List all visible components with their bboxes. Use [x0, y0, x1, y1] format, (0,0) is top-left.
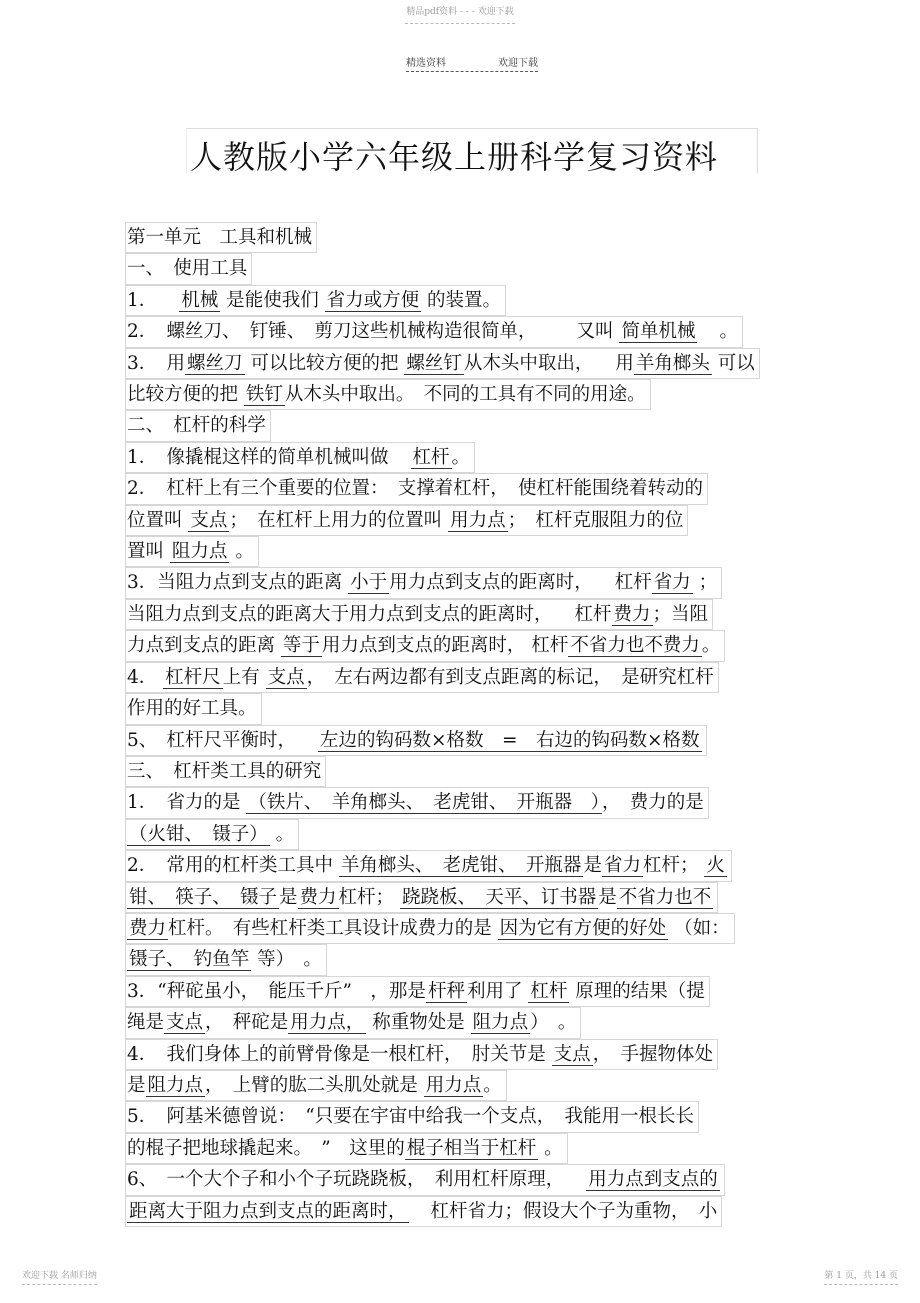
paragraph-2-5: [126, 725, 820, 756]
paragraph-box: [125, 787, 709, 818]
answer-blank: 距离大于阻力点到支点的距离时，: [129, 1200, 407, 1222]
text: 绳是: [127, 1012, 165, 1034]
page-title: 人教版小学六年级上册科学复习资料: [190, 138, 719, 176]
section-heading-1: [126, 253, 820, 284]
watermark-top: [0, 4, 920, 27]
answer-blank: 费力: [129, 917, 167, 939]
text: 。: [719, 321, 738, 343]
answer-blank: （火钳、 镊子）: [129, 823, 268, 845]
answer-blank: 钳、 筷子、 镊子: [129, 886, 278, 908]
text: 当阻力点到支点的距离大于用力点到支点的距离时，: [127, 603, 553, 625]
answer-blank: 阻力点: [147, 1074, 204, 1096]
text: 杠杆: [614, 572, 652, 594]
text: 位置叫: [127, 509, 183, 531]
answer-blank: 螺丝钉: [406, 352, 462, 374]
text: 作用的好工具。: [125, 693, 262, 724]
text: 比较方便的把: [127, 384, 239, 406]
answer-blank: 跷跷板、 天平、订书器: [401, 886, 597, 908]
section-heading-3: [126, 756, 820, 787]
paragraph-box: [125, 1133, 568, 1164]
text: 杠杆。 有些杠杆类工具设计成费力的是: [168, 917, 492, 939]
text: 1． 省力的是: [127, 792, 241, 814]
footer-left: [22, 1268, 97, 1285]
answer-blank: 火: [706, 855, 725, 877]
text: ， 手握物体处: [592, 1043, 713, 1065]
paragraph-box: [125, 285, 506, 316]
text: 杠杆: [574, 603, 612, 625]
answer-blank: 棍子相当于杠杆: [406, 1137, 537, 1159]
paragraph-2-1: [126, 442, 820, 473]
text: 。: [483, 1074, 502, 1096]
answer-blank: 不省力也不: [618, 886, 712, 908]
watermark-divider: [405, 23, 515, 24]
text: 2． 杠杆上有三个重要的位置： 支撑着杠杆， 使杠杆能围绕着转动的: [125, 473, 708, 504]
text: 上有: [222, 666, 260, 688]
answer-blank: 杠杆: [530, 980, 568, 1002]
text: ； 在杠杆上用力的位置叫: [229, 509, 443, 531]
answer-blank: 阻力点: [171, 541, 228, 563]
text: 从木头中取出。 不同的工具有不同的用途。: [284, 384, 646, 406]
paragraph-3-3: [126, 976, 820, 1039]
answer-blank: 杆秤: [427, 980, 465, 1002]
answer-blank: 阻力点: [472, 1012, 529, 1034]
paragraph-box: [125, 725, 707, 756]
answer-blank: 用力点到支点的: [588, 1169, 718, 1191]
text: ， 秤砣是: [205, 1012, 289, 1034]
answer-blank: 支点: [553, 1043, 591, 1065]
paragraph-box: [125, 1196, 722, 1227]
paragraph-box: [125, 1164, 725, 1195]
paragraph-box: [125, 348, 760, 379]
answer-blank: 不省力也不费力: [570, 635, 700, 657]
paragraph-2-2: [126, 473, 820, 567]
text: 。: [235, 541, 254, 563]
answer-blank: 用力点: [425, 1074, 482, 1096]
paragraph-box: [125, 536, 259, 567]
text: 力点到支点的距离: [127, 635, 276, 657]
text: 。: [451, 446, 471, 468]
text: 。: [544, 1137, 563, 1159]
paragraph-box: [125, 567, 722, 598]
paragraph-box: [125, 850, 732, 881]
text: 3．当阻力点到支点的距离: [127, 572, 343, 594]
text: 是能使我们: [226, 289, 319, 311]
answer-blank: 镊子、 钓鱼竿: [129, 949, 250, 971]
answer-blank: 机械: [181, 289, 219, 311]
text: 又叫: [576, 321, 614, 343]
answer-blank: 省力: [653, 572, 691, 594]
footer-divider: [22, 1284, 97, 1285]
text: 6、 一个大个子和小个子玩跷跷板， 利用杠杆原理，: [127, 1169, 565, 1191]
answer-blank: （铁片、 羊角榔头、 老虎钳、 开瓶器 ）: [248, 792, 600, 814]
answer-blank: 费力: [613, 603, 651, 625]
text: 可以比较方便的把: [250, 352, 399, 374]
answer-blank: 用力点: [450, 509, 506, 531]
header-left-text: 精选资料: [406, 58, 446, 69]
paragraph-3-6: [126, 1164, 820, 1227]
text: 置叫: [127, 541, 165, 563]
page-number: 第 1 页，共 14 页: [824, 1271, 898, 1281]
header-right-text: 欢迎下载: [498, 58, 538, 69]
paragraph-3-4: [126, 1039, 820, 1102]
paragraph-box: [125, 316, 743, 347]
text: 称重物处是: [372, 1012, 465, 1034]
paragraph-1-3: [126, 348, 820, 411]
text: 从木头中取出，: [463, 352, 594, 374]
text: 4． 我们身体上的前臂骨像是一根杠杆， 肘关节是: [127, 1043, 546, 1065]
paragraph-3-1: [126, 787, 820, 850]
text: 2． 常用的杠杆类工具中: [127, 855, 334, 877]
answer-blank: 螺丝刀: [187, 352, 243, 374]
answer-blank: 左边的钩码数×格数 = 右边的钩码数×格数: [320, 729, 700, 751]
paragraph-box: [125, 1039, 718, 1070]
document-body: [126, 222, 820, 1227]
paragraph-box: [125, 662, 719, 693]
answer-blank: 支点: [190, 509, 228, 531]
answer-blank: 用力点，: [290, 1012, 365, 1034]
text: 1． 像撬棍这样的简单机械叫做: [127, 446, 389, 468]
answer-blank: 省力或方便: [326, 289, 420, 311]
text: 杠杆；: [338, 886, 395, 908]
paragraph-box: [125, 442, 475, 473]
paragraph-3-5: [126, 1101, 820, 1164]
text: 。: [701, 635, 721, 657]
section-heading-2-text: 二、 杠杆的科学: [125, 410, 271, 441]
answer-blank: 费力: [299, 886, 337, 908]
text: 3．“秤砣虽小， 能压千斤” ，那是: [127, 980, 426, 1002]
paragraph-3-2: [126, 850, 820, 976]
text: ；当阻: [652, 603, 709, 625]
answer-blank: 省力: [603, 855, 641, 877]
answer-blank: 简单机械: [621, 321, 696, 343]
answer-blank: 杠杆: [412, 446, 450, 468]
paragraph-box: [125, 505, 688, 536]
footer-right: [824, 1268, 898, 1285]
footer-divider: [824, 1284, 898, 1285]
text: 的棍子把地球撬起来。 ” 这里的: [127, 1137, 405, 1159]
answer-blank: 因为它有方便的好处: [499, 917, 667, 939]
text: 5、 杠杆尺平衡时，: [127, 729, 297, 751]
unit-heading: [126, 222, 820, 253]
text: 。: [275, 823, 295, 845]
text: ， 上臂的肱二头肌处就是: [205, 1074, 418, 1096]
answer-blank: 羊角榔头、 老虎钳、 开瓶器: [340, 855, 582, 877]
text: 是: [598, 886, 617, 908]
answer-blank: 支点: [166, 1012, 204, 1034]
answer-blank: 等于: [282, 635, 320, 657]
section-heading-1-text: 一、 使用工具: [125, 253, 252, 284]
watermark-top-text: 精品pdf资料 - - - 欢迎下载: [406, 7, 514, 17]
answer-blank: 羊角榔头: [635, 352, 710, 374]
text: ， 费力的是: [601, 792, 704, 814]
text: 杠杆: [531, 635, 569, 657]
answer-blank: 铁钉: [245, 384, 283, 406]
paragraph-box: [125, 599, 713, 630]
paragraph-box: [125, 882, 718, 913]
answer-blank: 支点: [267, 666, 305, 688]
text: 用力点到支点的距离时，: [321, 635, 526, 657]
paragraph-box: [125, 1070, 507, 1101]
footer-left-text: 欢迎下载 名师归纳: [22, 1271, 97, 1281]
paragraph-2-4: [126, 662, 820, 725]
text: 的装置。: [427, 289, 502, 311]
text: ；: [698, 572, 718, 594]
text: 是: [127, 1074, 146, 1096]
answer-blank: 小于: [350, 572, 388, 594]
text: ， 左右两边都有到支点距离的标记， 是研究杠杆: [306, 666, 714, 688]
text: 利用了: [466, 980, 523, 1002]
text: 杠杆省力；假设大个子为重物， 小: [430, 1200, 718, 1222]
text: ； 杠杆克服阻力的位: [507, 509, 684, 531]
paragraph-box: [125, 913, 735, 944]
paragraph-1-1: [126, 285, 820, 316]
paragraph-box: [125, 1007, 581, 1038]
text: ） 。: [530, 1012, 577, 1034]
paragraph-box: [125, 630, 725, 661]
paragraph-2-3: [126, 567, 820, 661]
text: 3． 用: [127, 352, 186, 374]
text: 原理的结果（提: [575, 980, 705, 1002]
paragraph-1-2: [126, 316, 820, 347]
text: 2． 螺丝刀、 钉锤、 剪刀这些机械构造很简单，: [127, 321, 537, 343]
paragraph-box: [125, 819, 299, 850]
text: 用: [615, 352, 634, 374]
text: 1．: [127, 289, 158, 311]
paragraph-box: [125, 379, 651, 410]
text: 可以: [717, 352, 755, 374]
paragraph-box: [125, 976, 710, 1007]
text: 用力点到支点的距离时，: [389, 572, 593, 594]
paragraph-box: [125, 944, 327, 975]
page-header: [406, 54, 538, 72]
section-heading-2: [126, 410, 820, 441]
text: 4．: [127, 666, 158, 688]
answer-blank: 杠杆尺: [165, 666, 221, 688]
text: 杠杆；: [642, 855, 699, 877]
text: 5． 阿基米德曾说： “只要在宇宙中给我一个支点， 我能用一根长长: [125, 1101, 699, 1132]
section-heading-3-text: 三、 杠杆类工具的研究: [125, 756, 326, 787]
text: （如：: [674, 917, 730, 939]
unit-heading-text: 第一单元 工具和机械: [125, 222, 317, 253]
text: 是: [583, 855, 602, 877]
text: 是: [279, 886, 298, 908]
text: 等） 。: [257, 949, 322, 971]
